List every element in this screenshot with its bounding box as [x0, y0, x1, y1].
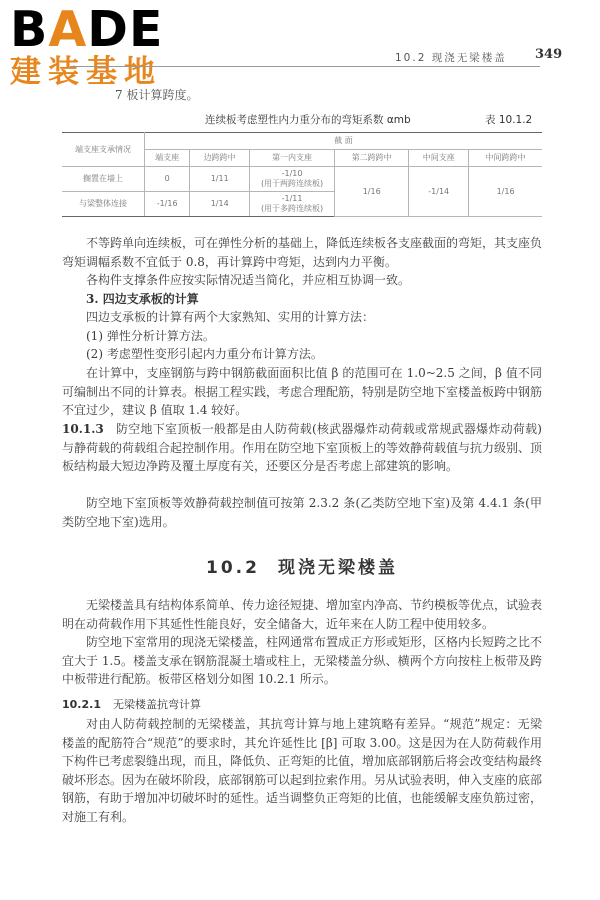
table-header: 中间跨跨中: [469, 150, 542, 167]
table-cell: 1/16: [469, 167, 542, 217]
table-header-support: 端支座支承情况: [62, 133, 145, 167]
section-title: 10.2 现浇无梁楼盖: [206, 558, 398, 578]
list-item-7: 7 板计算跨度。: [115, 88, 199, 102]
clause-10-1-3: 10.1.3 防空地下室顶板一般都是由人防荷载(核武器爆炸动荷载或常规武器爆炸动荷载)与静荷载的荷载组合起控制作用。作用在防空地下室顶板上的等效静荷载值与抗力级别、顶板结构最大短边净跨及覆土厚度有关，还要区分是否考虑上部建筑的影响。: [62, 422, 543, 473]
row-label: 与梁整体连接: [62, 192, 145, 217]
table-cell-first-inner-b: -1/11 (用于多跨连续板): [250, 192, 335, 217]
table-cell: 1/16: [335, 167, 409, 217]
paragraph: 不等跨单向连续板，可在弹性分析的基础上，降低连续板各支座截面的弯矩，其支座负弯矩调幅系数不宜低于 0.8，再计算跨中弯矩，达到内力平衡。: [62, 236, 543, 269]
paragraph: 四边支承板的计算有两个大家熟知、实用的计算方法：: [86, 310, 375, 324]
table-number: 表 10.1.2: [485, 114, 533, 126]
table-header: 中间支座: [409, 150, 469, 167]
paragraph: 在计算中，支座钢筋与跨中钢筋截面面积比值 β 的范围可在 1.0~2.5 之间，β 值不同可编制出不同的计算表。根据工程实践，考虑合理配筋，特别是防空地下室楼盖板跨中钢筋不宜过少，建议 β 值取 1.4 较好。: [62, 366, 543, 417]
heading-four-side: 3. 四边支承板的计算: [86, 292, 199, 306]
table-cell: 0: [145, 167, 190, 192]
page-number: 349: [535, 47, 563, 62]
paragraph: 防空地下室顶板等效静荷载控制值可按第 2.3.2 条(乙类防空地下室)及第 4.4.1 条(甲类防空地下室)选用。: [62, 496, 542, 529]
paragraph: 防空地下室常用的现浇无梁楼盖，柱网通常布置成正方形或矩形，区格内长短跨之比不宜大于 1.5。楼盖支承在钢筋混凝土墙或柱上，无梁楼盖分纵、横两个方向按柱上板带及跨中板带进行配筋。板带区格划分如图 10.2.1 所示。: [62, 635, 543, 686]
table-header: 边跨跨中: [190, 150, 250, 167]
table-cell: -1/14: [409, 167, 469, 217]
table-cell: 1/14: [190, 192, 250, 217]
table-header: 端支座: [145, 150, 190, 167]
watermark-logo: [10, 1, 175, 90]
subsection-title: 10.2.1 无梁楼盖抗弯计算: [62, 698, 201, 711]
table-header-section: 截 面: [145, 133, 543, 150]
table-caption: 连续板考虑塑性内力重分布的弯矩系数 αmb: [205, 114, 411, 126]
table-header: 第一内支座: [250, 150, 335, 167]
table-cell: -1/16: [145, 192, 190, 217]
moment-coefficient-table: [62, 132, 542, 217]
table-cell: 1/11: [190, 167, 250, 192]
paragraph: 对由人防荷载控制的无梁楼盖，其抗弯计算与地上建筑略有差异。“规范”规定：无梁楼盖的配筋符合“规范”的要求时，其允许延性比 [β] 可取 3.00。这是因为在人防荷载作用下构件已考虑裂缝出现，而且，降低负、正弯矩的比值，增加底部钢筋后将会改变结构最终破坏形态。因为在破坏阶段，底部钢筋可以起到拉索作用。另从试验表明，伸入支座的底部钢筋，有助于增加冲切破坏时的延性。适当调整负正弯矩的比值，也能缓解支座负筋过密，对施工有利。: [62, 717, 543, 824]
paragraph: 各构件支撑条件应按实际情况适当简化，并应相互协调一致。: [86, 273, 411, 287]
list-item: (2) 考虑塑性变形引起内力重分布计算方法。: [86, 347, 323, 361]
table-header: 第二跨跨中: [335, 150, 409, 167]
header-divider: [70, 66, 540, 67]
row-label: 搁置在墙上: [62, 167, 145, 192]
running-head: 10.2 现浇无梁楼盖: [395, 52, 507, 64]
logo-wordmark: BADE: [10, 1, 164, 58]
table-cell-first-inner-a: -1/10 (用于两跨连续板): [250, 167, 335, 192]
list-item: (1) 弹性分析计算方法。: [86, 329, 215, 343]
paragraph: 无梁楼盖具有结构体系简单、传力途径短捷、增加室内净高、节约模板等优点，试验表明在动荷载作用下其延性性能良好，安全储备大，近年来在人防工程中使用较多。: [62, 598, 543, 631]
logo-subtitle: 建装基地: [10, 54, 162, 90]
